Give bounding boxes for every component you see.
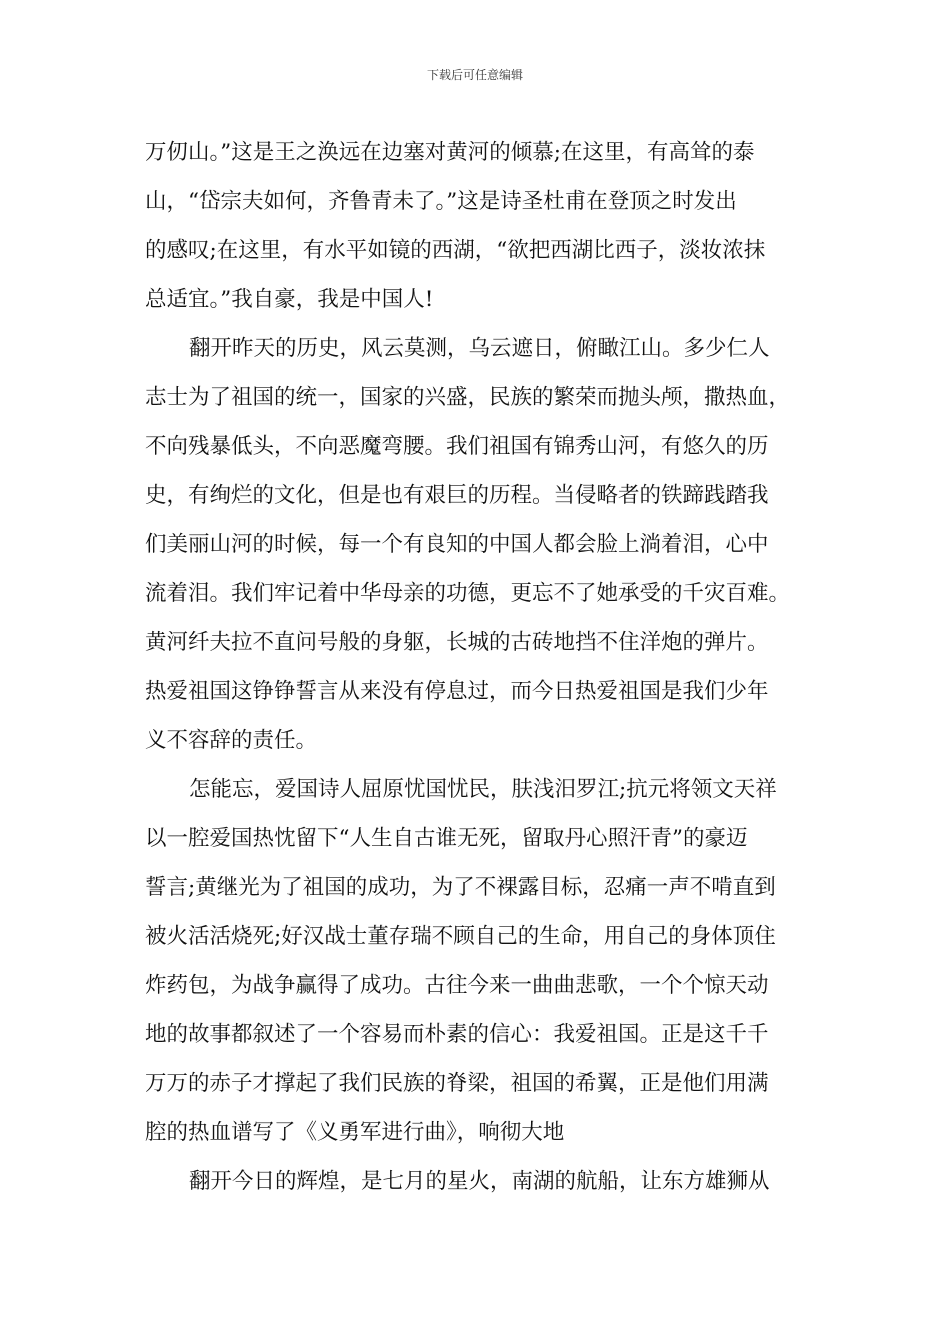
paragraph-first-line: 怎能忘，爱国诗人屈原忧国忧民，肤浅汨罗江;抗元将领文天祥	[189, 777, 777, 802]
text-line: 志士为了祖国的统一，国家的兴盛，民族的繁荣而抛头颅，撒热血，	[145, 385, 791, 410]
text-line: 总适宜。”我自豪，我是中国人!	[145, 287, 434, 312]
text-line: 热爱祖国这铮铮誓言从来没有停息过，而今日热爱祖国是我们少年	[145, 679, 769, 704]
text-line: 山，“岱宗夫如何，齐鲁青未了。”这是诗圣杜甫在登顶之时发出	[145, 189, 737, 214]
text-line: 史，有绚烂的文化，但是也有艰巨的历程。当侵略者的铁蹄践踏我	[145, 483, 769, 508]
text-line: 们美丽山河的时候，每一个有良知的中国人都会脸上淌着泪，心中	[145, 532, 769, 557]
paragraph-first-line: 翻开昨天的历史，风云莫测，乌云遮日，俯瞰江山。多少仁人	[189, 336, 770, 361]
text-line: 不向残暴低头，不向恶魔弯腰。我们祖国有锦秀山河，有悠久的历	[145, 434, 769, 459]
text-line: 万仞山。”这是王之涣远在边塞对黄河的倾慕;在这里，有高耸的泰	[145, 140, 755, 165]
text-line: 流着泪。我们牢记着中华母亲的功德，更忘不了她承受的千灾百难。	[145, 581, 791, 606]
text-line: 被火活活烧死;好汉战士董存瑞不顾自己的生命，用自己的身体顶住	[145, 924, 776, 949]
text-line: 誓言;黄继光为了祖国的成功，为了不裸露目标，忍痛一声不啃直到	[145, 875, 776, 900]
text-line: 地的故事都叙述了一个容易而朴素的信心：我爱祖国。正是这千千	[145, 1022, 769, 1047]
paragraph-first-line: 翻开今日的辉煌，是七月的星火，南湖的航船，让东方雄狮从	[189, 1169, 770, 1194]
text-line: 万万的赤子才撑起了我们民族的脊梁，祖国的希翼，正是他们用满	[145, 1071, 769, 1096]
page-header: 下载后可任意编辑	[426, 68, 523, 82]
text-line: 腔的热血谱写了《义勇军进行曲》，响彻大地	[145, 1120, 565, 1145]
text-line: 义不容辞的责任。	[145, 728, 318, 753]
text-line: 炸药包，为战争赢得了成功。古往今来一曲曲悲歌，一个个惊天动	[145, 973, 769, 998]
text-line: 以一腔爱国热忱留下“人生自古谁无死，留取丹心照汗青”的豪迈	[145, 826, 748, 851]
text-line: 黄河纤夫拉不直问号般的身躯，长城的古砖地挡不住洋炮的弹片。	[145, 630, 769, 655]
document-body	[145, 128, 810, 1206]
text-line: 的感叹;在这里，有水平如镜的西湖，“欲把西湖比西子，淡妆浓抹	[145, 238, 766, 263]
